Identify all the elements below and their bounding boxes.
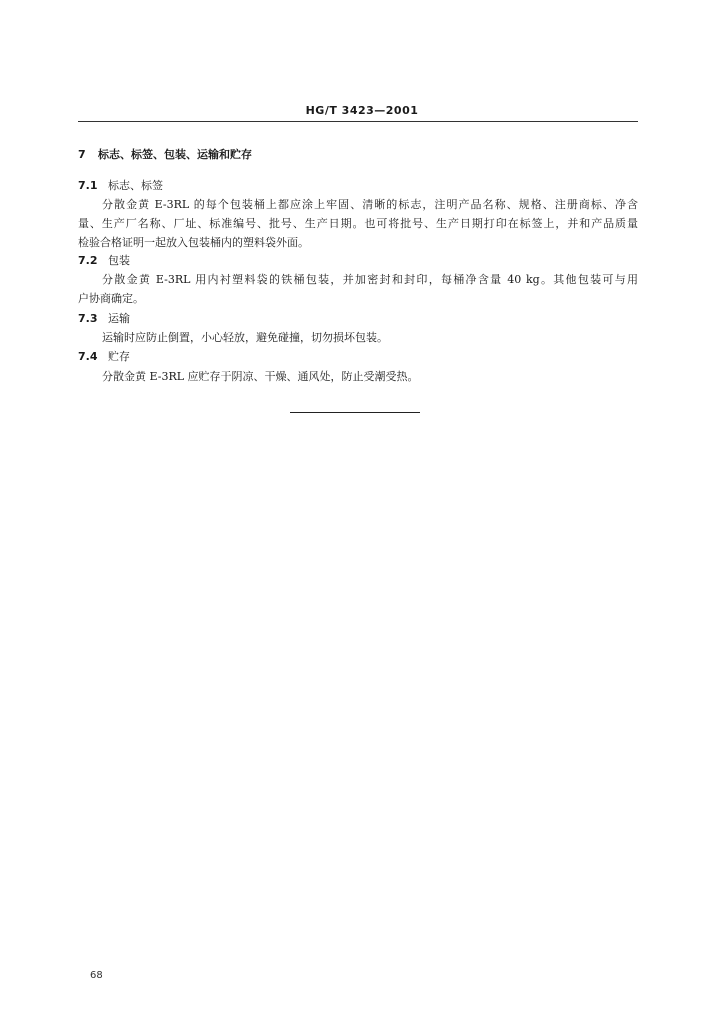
end-of-text-rule [290,412,420,413]
section-7-heading [78,148,252,162]
paragraph-line: 户协商确定。 [78,292,144,305]
paragraph-line: 运输时应防止倒置，小心轻放，避免碰撞，切勿损坏包装。 [102,331,388,344]
subsection-7-3-heading [78,312,130,326]
subsection-7-4-heading [78,350,130,364]
section-number: 7 [78,148,86,161]
header-divider [78,121,638,122]
paragraph-line: 分散金黄 E-3RL 应贮存于阴凉、干燥、通风处，防止受潮受热。 [102,370,419,383]
subsection-title: 包装 [108,254,130,267]
paragraph-line: 分散金黄 E-3RL 用内衬塑料袋的铁桶包装，并加密封和封印，每桶净含量 40 kg。其他包装可与用 [102,273,638,286]
paragraph-line: 检验合格证明一起放入包装桶内的塑料袋外面。 [78,236,309,249]
subsection-number: 7.3 [78,312,98,325]
subsection-number: 7.2 [78,254,98,267]
page-number: 68 [90,970,103,981]
paragraph-line: 分散金黄 E-3RL 的每个包装桶上都应涂上牢固、清晰的标志，注明产品名称、规格、注册商标、净含 [102,198,638,211]
subsection-number: 7.4 [78,350,98,363]
subsection-number: 7.1 [78,179,98,192]
section-title: 标志、标签、包装、运输和贮存 [98,148,252,161]
subsection-7-1-heading [78,179,163,193]
paragraph-line: 量、生产厂名称、厂址、标准编号、批号、生产日期。也可将批号、生产日期打印在标签上，并和产品质量 [78,217,638,230]
subsection-title: 运输 [108,312,130,325]
subsection-7-2-heading [78,254,130,268]
standard-code: HG/T 3423—2001 [305,104,419,117]
subsection-title: 标志、标签 [108,179,163,192]
subsection-title: 贮存 [108,350,130,363]
